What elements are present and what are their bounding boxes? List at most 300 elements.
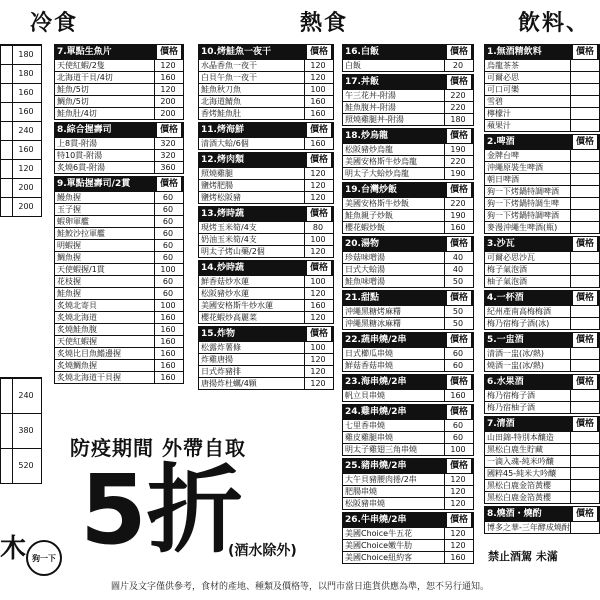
item-price: 120 (304, 72, 331, 83)
menu-item (199, 245, 333, 257)
menu-item (343, 419, 473, 431)
item-name: 上8貫-附湯 (57, 139, 97, 148)
menu-item (485, 305, 599, 317)
item-name (3, 449, 12, 483)
item-name: 白貝午魚一夜干 (201, 73, 257, 82)
item-price: 160 (154, 348, 181, 359)
item-price: 60 (444, 420, 471, 431)
item-name: 美國Choice紐約客 (345, 553, 413, 562)
item-price: 60 (154, 228, 181, 239)
item-name: 梅乃宿梅子酒(冰) (487, 319, 550, 328)
section-title: 25.豬串燒/2串 (345, 461, 407, 471)
price-header: 價格 (447, 375, 471, 389)
section-header (199, 207, 333, 221)
item-name: 玉子握 (57, 205, 81, 214)
item-name: 黑松白鹿生貯藏 (487, 445, 543, 454)
item-name: 明太子雞翅三角串燒 (345, 445, 417, 454)
section-title: 19.台灣炒飯 (345, 185, 397, 195)
menu-item (55, 311, 183, 323)
item-price: 120 (304, 354, 331, 365)
menu-item (485, 209, 599, 221)
section-title: 18.炒烏龍 (345, 131, 388, 141)
menu-item (199, 365, 333, 377)
menu-item (55, 107, 183, 119)
item-name: 香烤鮭魚肚 (201, 109, 241, 118)
item-name: 鮭魚秋刀魚 (201, 85, 241, 94)
menu-item (485, 107, 599, 119)
section-title: 12.烤肉類 (201, 155, 244, 165)
section-header (343, 237, 473, 251)
item-price: 50 (444, 318, 471, 329)
item-name: 鮭魚肚/4切 (57, 109, 97, 118)
section-header (199, 123, 333, 137)
item-name: 烏龍茶茶 (487, 61, 519, 70)
item-price: 180 (12, 65, 39, 83)
item-price: 40 (444, 252, 471, 263)
item-price: 360 (154, 162, 181, 173)
menu-item (485, 83, 599, 95)
menu-item (199, 311, 333, 323)
menu-section (484, 332, 600, 372)
item-name: 鹽烤松阪豬 (201, 193, 241, 202)
item-price: 60 (154, 216, 181, 227)
item-name: 蘋果汁 (487, 121, 511, 130)
item-name: 山田錦-特別本釀造 (487, 433, 554, 442)
price-header: 價格 (447, 459, 471, 473)
menu-item (1, 159, 41, 178)
menu-item (343, 113, 473, 125)
item-name: 狗一下烤鍋特調生啤 (487, 199, 559, 208)
item-price: 220 (444, 90, 471, 101)
item-name: 肥腸串燒 (345, 487, 377, 496)
menu-section (342, 44, 474, 72)
menu-item (55, 263, 183, 275)
item-price: 220 (444, 198, 471, 209)
item-price: 320 (154, 150, 181, 161)
item-price: 100 (444, 444, 471, 455)
menu-item (343, 485, 473, 497)
menu-section (342, 182, 474, 234)
item-price: 120 (444, 528, 471, 539)
section-header (343, 75, 473, 89)
item-name: 朝日啤酒 (487, 175, 519, 184)
section-title: 15.炸物 (201, 329, 235, 339)
menu-section (198, 122, 334, 150)
item-price: 190 (444, 168, 471, 179)
menu-item (55, 287, 183, 299)
item-name: 狗一下烤鍋特調啤酒 (487, 187, 559, 196)
item-price: 100 (304, 342, 331, 353)
menu-section (484, 236, 600, 288)
item-name: 鮭魚/5切 (57, 85, 89, 94)
section-title: 20.湯物 (345, 239, 379, 249)
menu-item (55, 239, 183, 251)
menu-item (485, 455, 599, 467)
menu-item (343, 443, 473, 455)
section-header (485, 291, 599, 305)
item-price: 160 (154, 72, 181, 83)
item-price: 120 (304, 366, 331, 377)
menu-item (485, 401, 599, 413)
item-name: 鮮香菇炒水蓮 (201, 277, 249, 286)
price-header: 價格 (573, 291, 597, 305)
menu-section (342, 290, 474, 330)
menu-section (484, 374, 600, 414)
section-header (485, 507, 599, 521)
menu-section (54, 122, 184, 174)
menu-item (199, 83, 333, 95)
column-drinks (484, 44, 600, 536)
item-name: 美國Choice牛五花 (345, 529, 413, 538)
menu-item (485, 71, 599, 83)
item-name (3, 141, 12, 159)
menu-item (55, 161, 183, 173)
item-name: 明蝦握 (57, 241, 81, 250)
menu-item (199, 221, 333, 233)
item-price: 240 (12, 122, 39, 140)
item-name: 檸檬汁 (487, 109, 511, 118)
item-price: 120 (304, 246, 331, 257)
item-price (570, 468, 597, 479)
brand-badge: 狗一下 (26, 540, 62, 576)
price-header: 價格 (307, 261, 331, 275)
item-name: 麥漫沖繩生啤酒(瓶) (487, 223, 558, 232)
menu-item (199, 59, 333, 71)
item-price (570, 198, 597, 209)
menu-item (485, 149, 599, 161)
item-price: 100 (154, 264, 181, 275)
menu-item (485, 359, 599, 371)
menu-item (343, 59, 473, 71)
item-name: 鮭魚味噌湯 (345, 277, 385, 286)
item-price: 160 (154, 372, 181, 383)
item-name (3, 379, 12, 413)
item-name (3, 179, 12, 197)
menu-item (485, 389, 599, 401)
item-name: 梅子氣泡酒 (487, 265, 527, 274)
menu-item (343, 347, 473, 359)
menu-item (1, 197, 41, 216)
price-header: 價格 (307, 207, 331, 221)
header-hot: 熱食 (300, 10, 349, 36)
item-price: 240 (12, 379, 39, 413)
menu-item (343, 359, 473, 371)
section-title: 22.蔬串燒/2串 (345, 335, 407, 345)
price-header: 價格 (573, 45, 597, 59)
item-name: 炙燒北海道 (57, 313, 97, 322)
item-name (3, 414, 12, 448)
menu-item (343, 275, 473, 287)
menu-item (1, 45, 41, 64)
menu-item (199, 341, 333, 353)
item-price: 120 (154, 84, 181, 95)
section-title: 8.綜合握壽司 (57, 125, 112, 135)
item-price: 120 (304, 312, 331, 323)
section-title: 3.沙瓦 (487, 239, 515, 249)
section-title: 23.海串燒/2串 (345, 377, 407, 387)
item-name: 沖繩原裝生啤酒 (487, 163, 543, 172)
item-name: 可爾必思沙瓦 (487, 253, 535, 262)
item-name: 金牌台啤 (487, 151, 519, 160)
menu-item (199, 167, 333, 179)
item-price (570, 318, 597, 329)
price-header: 價格 (447, 75, 471, 89)
item-name: 奶油玉米筍/4支 (201, 235, 257, 244)
price-header: 價格 (447, 291, 471, 305)
item-price: 60 (444, 348, 471, 359)
header-drink: 飲料、 (518, 10, 591, 36)
item-price: 160 (304, 96, 331, 107)
menu-item (55, 371, 183, 383)
item-price: 60 (154, 252, 181, 263)
item-price: 20 (444, 60, 471, 71)
item-price: 200 (154, 108, 181, 119)
section-title: 6.水果酒 (487, 377, 524, 387)
item-name: 鮭鮫沙拉軍艦 (57, 229, 105, 238)
item-name: 清酒大蛤/6個 (201, 139, 249, 148)
item-price (570, 108, 597, 119)
menu-item (343, 497, 473, 509)
item-price: 200 (12, 198, 39, 216)
section-title: 26.牛串燒/2串 (345, 515, 407, 525)
menu-item (199, 377, 333, 389)
item-name: 櫻花蝦炒高麗菜 (201, 313, 257, 322)
menu-item (1, 83, 41, 102)
menu-item (55, 347, 183, 359)
item-price: 60 (154, 276, 181, 287)
item-name: 鹽烤肥腸 (201, 181, 233, 190)
menu-item (55, 299, 183, 311)
section-header (343, 45, 473, 59)
item-price: 60 (444, 432, 471, 443)
menu-item (199, 233, 333, 245)
item-price (570, 162, 597, 173)
promo-note: (酒水除外) (228, 543, 297, 559)
menu-item (199, 179, 333, 191)
item-name: 水晶香魚一夜干 (201, 61, 257, 70)
section-header (343, 513, 473, 527)
menu-item (199, 95, 333, 107)
menu-section (342, 374, 474, 402)
menu-item (1, 140, 41, 159)
menu-item (485, 467, 599, 479)
item-name (3, 103, 12, 121)
item-price (570, 186, 597, 197)
section-title: 24.雞串燒/2串 (345, 407, 407, 417)
menu-item (343, 221, 473, 233)
item-price: 160 (12, 141, 39, 159)
section-title: 11.烤海鮮 (201, 125, 244, 135)
item-name: 炙燒6貫-附湯 (57, 163, 105, 172)
menu-item (55, 137, 183, 149)
item-price: 190 (444, 210, 471, 221)
price-header: 價格 (447, 129, 471, 143)
header-cold: 冷食 (30, 10, 79, 36)
menu-item (1, 121, 41, 140)
menu-item (485, 161, 599, 173)
item-name: 日式炸豬排 (201, 367, 241, 376)
item-price: 100 (304, 84, 331, 95)
section-title: 7.清酒 (487, 419, 515, 429)
menu-item (343, 143, 473, 155)
item-name: 白飯 (345, 61, 361, 70)
item-price: 200 (12, 179, 39, 197)
item-price (570, 456, 597, 467)
menu-item (199, 137, 333, 149)
item-name: 照燒雞腿丼-附湯 (345, 115, 404, 124)
item-price: 160 (12, 103, 39, 121)
item-name: 鮭魚親子炒飯 (345, 211, 393, 220)
item-name: 松露炸薯條 (201, 343, 241, 352)
menu-section (54, 176, 184, 384)
item-price: 120 (304, 60, 331, 71)
menu-item (55, 251, 183, 263)
price-header: 價格 (447, 45, 471, 59)
menu-section (342, 128, 474, 180)
menu-item (343, 317, 473, 329)
menu-item (199, 71, 333, 83)
promo-headline: 防疫期間 外帶自取 (70, 436, 246, 460)
item-name: 梅乃宿柚子酒 (487, 403, 535, 412)
item-price: 80 (304, 222, 331, 233)
menu-section (484, 44, 600, 132)
item-price: 100 (304, 234, 331, 245)
menu-item (485, 59, 599, 71)
menu-section (484, 506, 600, 534)
item-name: 博多之華-三年酵成燒酎 (487, 523, 570, 532)
item-price (570, 60, 597, 71)
item-name: 美國安格斯牛炒烏龍 (345, 157, 417, 166)
item-name: 日式櫛瓜串燒 (345, 349, 393, 358)
price-header: 價格 (447, 333, 471, 347)
menu-item (55, 335, 183, 347)
brand-logo: 木 (0, 534, 27, 564)
menu-item (55, 95, 183, 107)
item-name: 雪碧 (487, 97, 503, 106)
item-name: 黑松白鹿金箔黃櫻 (487, 481, 551, 490)
menu-item (55, 191, 183, 203)
item-name: 照燒雞腿 (201, 169, 233, 178)
menu-item (1, 448, 41, 483)
section-header (343, 375, 473, 389)
section-header (343, 129, 473, 143)
item-price: 520 (12, 449, 39, 483)
item-name: 清酒一盅(冰/熱) (487, 349, 544, 358)
menu-item (485, 197, 599, 209)
item-price (570, 480, 597, 491)
item-price (570, 390, 597, 401)
section-header (485, 135, 599, 149)
menu-item (343, 551, 473, 563)
item-price: 160 (444, 390, 471, 401)
item-name: 現烤玉米筍/4支 (201, 223, 257, 232)
item-name: 雞皮雞腿串燒 (345, 433, 393, 442)
menu-item (55, 359, 183, 371)
item-name: 柚子氣泡酒 (487, 277, 527, 286)
item-price (570, 210, 597, 221)
item-name: 炙燒北海道干貝握 (57, 373, 121, 382)
menu-section (198, 260, 334, 324)
item-price (570, 150, 597, 161)
menu-item (199, 191, 333, 203)
item-price: 100 (304, 276, 331, 287)
section-title: 10.烤鮭魚一夜干 (201, 47, 271, 57)
item-price: 160 (12, 84, 39, 102)
item-name: 明太子大蛤炒烏龍 (345, 169, 409, 178)
left-strip-bottom (0, 377, 42, 484)
section-header (343, 333, 473, 347)
menu-section (342, 512, 474, 564)
item-name: 美國安格斯牛炒飯 (345, 199, 409, 208)
item-price: 380 (12, 414, 39, 448)
item-price (570, 444, 597, 455)
section-header (199, 327, 333, 341)
price-header: 價格 (573, 333, 597, 347)
menu-section (54, 44, 184, 120)
section-title: 14.炒時蔬 (201, 263, 244, 273)
menu-item (343, 167, 473, 179)
item-name: 明太子烤山藥/2個 (201, 247, 265, 256)
item-name: 唐揚炸杜蠣/4顆 (201, 379, 257, 388)
price-header: 價格 (573, 237, 597, 251)
section-title: 21.甜點 (345, 293, 379, 303)
menu-section (198, 152, 334, 204)
item-price: 60 (154, 192, 181, 203)
section-header (199, 261, 333, 275)
item-name (3, 65, 12, 83)
item-price: 120 (304, 168, 331, 179)
item-name: 炙燒鮭魚腹 (57, 325, 97, 334)
menu-section (198, 206, 334, 258)
promo-discount: 5折 (80, 454, 243, 566)
item-price (570, 306, 597, 317)
menu-item (55, 203, 183, 215)
price-header: 價格 (157, 45, 181, 59)
item-name: 松阪豬串燒 (345, 499, 385, 508)
item-price: 220 (444, 156, 471, 167)
menu-item (343, 527, 473, 539)
item-name: 七里香串燒 (345, 421, 385, 430)
item-name: 鮮菇香菇串燒 (345, 361, 393, 370)
item-name: 炙燒比目魚鰭邊握 (57, 349, 121, 358)
menu-item (55, 323, 183, 335)
menu-item (485, 479, 599, 491)
menu-item (199, 275, 333, 287)
menu-item (485, 119, 599, 131)
menu-item (199, 353, 333, 365)
item-price (570, 432, 597, 443)
price-header: 價格 (307, 153, 331, 167)
item-name: 黑松白鹿金箔黃櫻 (487, 493, 551, 502)
price-header: 價格 (573, 135, 597, 149)
menu-item (343, 431, 473, 443)
menu-item (485, 275, 599, 287)
item-name (3, 160, 12, 178)
item-price: 120 (304, 288, 331, 299)
section-title: 1.無酒精飲料 (487, 47, 542, 57)
menu-item (485, 95, 599, 107)
item-name: 午三花丼-附湯 (345, 91, 396, 100)
item-price: 160 (304, 108, 331, 119)
item-price: 160 (154, 324, 181, 335)
menu-item (485, 443, 599, 455)
menu-section (342, 332, 474, 372)
item-price (570, 402, 597, 413)
menu-item (1, 378, 41, 413)
item-name: 特10貫-附湯 (57, 151, 103, 160)
price-header: 價格 (573, 507, 597, 521)
menu-item (343, 101, 473, 113)
